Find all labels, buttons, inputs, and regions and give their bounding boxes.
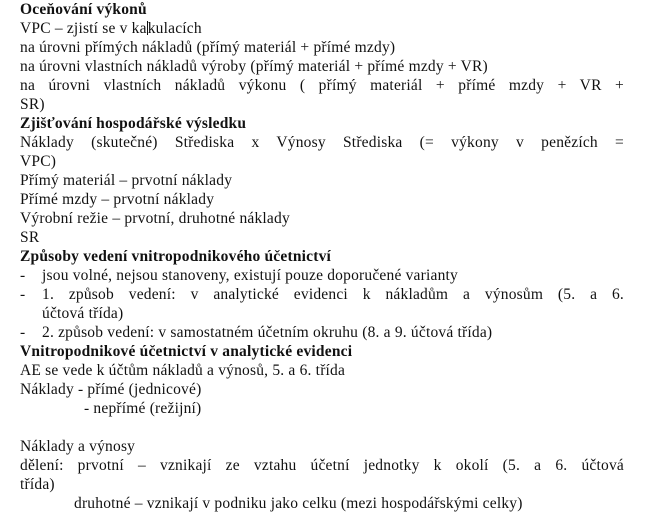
- text-line-indented: - nepřímé (režijní): [84, 400, 202, 417]
- text-line: na úrovni přímých nákladů (přímý materiál + přímé mzdy): [20, 39, 396, 56]
- bullet-dash: -: [20, 324, 26, 341]
- heading-zpusoby-vedeni: Způsoby vedení vnitropodnikového účetnictví: [20, 248, 332, 265]
- text-line: SR: [20, 229, 40, 246]
- list-item: [20, 266, 630, 285]
- text-line: na úrovni vlastních nákladů výroby (přímý materiál + přímé mzdy + VR): [20, 58, 488, 75]
- list-item-text: jsou volné, nejsou stanoveny, existují pouze doporučené varianty: [42, 267, 458, 284]
- heading-oceneni-vykonu: Oceňování výkonů: [20, 1, 147, 18]
- list-item-text: 1. způsob vedení: v analytické evidenci k nákladům a výnosům (5. a 6.: [42, 286, 624, 303]
- bullet-dash: -: [20, 286, 26, 303]
- text-line: Náklady a výnosy: [20, 438, 136, 455]
- text-line: Náklady (skutečné) Střediska x Výnosy Střediska (= výkony v penězích =: [20, 134, 624, 151]
- text-line: dělení: prvotní – vznikají ze vztahu účetní jednotky k okolí (5. a 6. účtová: [20, 457, 624, 474]
- list-item-continuation: účtová třída): [42, 305, 124, 322]
- text-line: Výrobní režie – prvotní, druhotné náklady: [20, 210, 290, 227]
- document-page: [20, 0, 630, 513]
- vpc-text-start: VPC – zjistí se v ka: [20, 20, 147, 37]
- vpc-line: [20, 19, 630, 38]
- bullet-dash: -: [20, 267, 26, 284]
- text-line: Náklady - přímé (jednicové): [20, 381, 202, 398]
- text-line: SR): [20, 96, 45, 113]
- text-line-indented: druhotné – vznikají v podniku jako celku (mezi hospodářskými celky): [74, 495, 523, 512]
- heading-analyticka-evidence: Vnitropodnikové účetnictví v analytické evidenci: [20, 343, 353, 360]
- text-line: AE se vede k účtům nákladů a výnosů, 5. a 6. třída: [20, 362, 346, 379]
- list-item: [20, 285, 630, 304]
- text-line: Přímé mzdy – prvotní náklady: [20, 191, 215, 208]
- text-line: třída): [20, 476, 55, 493]
- text-line: VPC): [20, 153, 57, 170]
- vpc-text-end: kulacích: [147, 20, 202, 37]
- blank-line: [20, 418, 630, 437]
- heading-hospodarsky-vysledek: Zjišťování hospodářské výsledku: [20, 115, 247, 132]
- text-line: na úrovni vlastních nákladů výkonu ( přímý materiál + přímé mzdy + VR +: [20, 77, 624, 94]
- text-line: Přímý materiál – prvotní náklady: [20, 172, 233, 189]
- list-item-text: 2. způsob vedení: v samostatném účetním okruhu (8. a 9. účtová třída): [42, 324, 493, 341]
- list-item: [20, 323, 630, 342]
